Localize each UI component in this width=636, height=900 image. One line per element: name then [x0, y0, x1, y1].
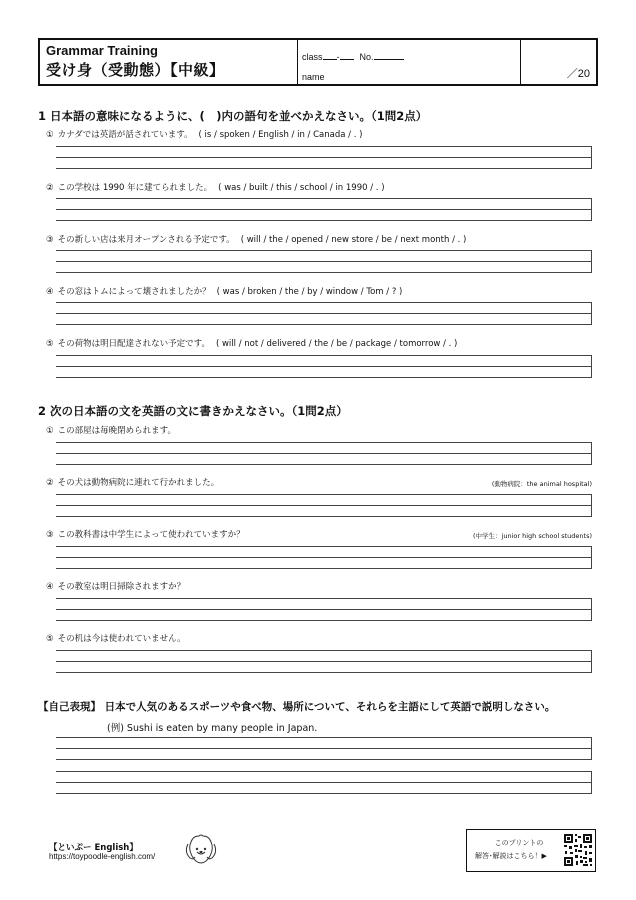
question-text: その犬は動物病院に連れて行かれました。 — [57, 478, 220, 488]
question-words: ( will / not / delivered / the / be / package / tomorrow / . ) — [215, 339, 458, 349]
question-text: カナダでは英語が話されています。 — [57, 130, 193, 140]
line-bracket — [591, 355, 592, 377]
line-bracket — [591, 146, 592, 168]
number-field[interactable] — [374, 49, 404, 60]
question-text: その教室は明日掃除されますか？ — [57, 582, 186, 592]
answer-line — [56, 453, 592, 454]
question-text: この部屋は毎晩閉められます。 — [57, 426, 176, 436]
class-label: class — [302, 52, 323, 62]
answer-line — [56, 748, 592, 749]
answer-line — [56, 598, 592, 599]
answer-line — [56, 782, 592, 783]
line-bracket — [591, 546, 592, 568]
line-bracket — [591, 250, 592, 272]
question-number: ③ — [46, 530, 54, 540]
answer-line — [56, 302, 592, 303]
answer-line — [56, 464, 592, 465]
answer-line — [56, 355, 592, 356]
answer-lines[interactable] — [56, 771, 592, 793]
question-number: ② — [46, 478, 54, 488]
line-bracket — [591, 494, 592, 516]
class-dash: - — [336, 52, 340, 62]
answer-line — [56, 366, 592, 367]
question-text: その窓はトムによって壊されましたか？ — [57, 287, 211, 297]
vocabulary-hint: (中学生：junior high school students) — [472, 532, 592, 540]
question-number: ① — [46, 130, 54, 140]
answer-lines[interactable] — [56, 198, 592, 220]
question — [46, 580, 185, 592]
answer-lines[interactable] — [56, 355, 592, 377]
answer-line — [56, 146, 592, 147]
answer-line — [56, 209, 592, 210]
question-text: この教科書は中学生によって使われていますか？ — [57, 530, 245, 540]
line-bracket — [591, 771, 592, 793]
section3-title: 【自己表現】 日本で人気のあるスポーツや食べ物、場所について、それらを主語にして英語で説明しなさい。 — [38, 701, 556, 713]
answer-lines[interactable] — [56, 650, 592, 672]
question — [46, 424, 176, 436]
answer-lines[interactable] — [56, 598, 592, 620]
answer-line — [56, 157, 592, 158]
answer-line — [56, 568, 592, 569]
question-number: ② — [46, 183, 54, 193]
answer-link-text-2: 解答･解説はこちら！▶ — [475, 852, 547, 860]
title-japanese: 受け身（受動態）【中級】 — [46, 61, 225, 79]
answer-lines[interactable] — [56, 737, 592, 759]
question-number: ① — [46, 426, 54, 436]
answer-line — [56, 168, 592, 169]
qr-code-icon[interactable] — [563, 833, 593, 867]
line-bracket — [591, 302, 592, 324]
answer-line — [56, 759, 592, 760]
answer-line — [56, 557, 592, 558]
question-text: その荷物は明日配達されない予定です。 — [57, 339, 210, 349]
answer-line — [56, 442, 592, 443]
answer-line — [56, 661, 592, 662]
question-number: ③ — [46, 235, 54, 245]
answer-line — [56, 324, 592, 325]
class-field-1[interactable] — [323, 49, 337, 60]
question-text: その机は今は使われていません。 — [57, 634, 186, 644]
question — [46, 632, 186, 644]
question-number: ④ — [46, 287, 54, 297]
answer-line — [56, 516, 592, 517]
answer-line — [56, 771, 592, 772]
question — [46, 528, 245, 540]
answer-line — [56, 494, 592, 495]
class-cell — [298, 40, 521, 84]
question — [46, 233, 466, 245]
score-total: ／20 — [566, 68, 590, 80]
answer-line — [56, 650, 592, 651]
answer-line — [56, 793, 592, 794]
example-sentence: (例) Sushi is eaten by many people in Japan. — [107, 723, 318, 734]
question — [46, 476, 219, 488]
answer-line — [56, 377, 592, 378]
question — [46, 181, 385, 193]
answer-link-text-1: このプリントの — [494, 839, 544, 847]
question — [46, 128, 362, 140]
question-words: ( will / the / opened / new store / be / next month / . ) — [240, 235, 467, 245]
answer-line — [56, 737, 592, 738]
brand-name: 【といぷー English】 — [49, 843, 138, 853]
answer-line — [56, 272, 592, 273]
question-number: ⑤ — [46, 634, 54, 644]
section1-title: 1 日本語の意味になるように、( )内の語句を並べかえなさい。（1問2点） — [38, 109, 428, 123]
answer-line — [56, 313, 592, 314]
answer-lines[interactable] — [56, 494, 592, 516]
answer-line — [56, 609, 592, 610]
line-bracket — [591, 198, 592, 220]
number-label: No. — [359, 52, 374, 62]
worksheet-header — [38, 38, 598, 86]
title-english: Grammar Training — [46, 43, 158, 58]
name-label: name — [302, 72, 325, 82]
question — [46, 337, 457, 349]
question — [46, 285, 402, 297]
toy-poodle-icon — [182, 834, 220, 866]
line-bracket — [591, 650, 592, 672]
answer-lines[interactable] — [56, 302, 592, 324]
vocabulary-hint: (動物病院：the animal hospital) — [491, 480, 592, 488]
line-bracket — [591, 442, 592, 464]
answer-line — [56, 250, 592, 251]
score-cell — [521, 40, 596, 84]
question-words: ( was / broken / the / by / window / Tom / ? ) — [216, 287, 403, 297]
answer-lines[interactable] — [56, 250, 592, 272]
question-text: この学校は 1990 年に建てられました。 — [57, 183, 213, 193]
answer-line — [56, 505, 592, 506]
question-words: ( is / spoken / English / in / Canada / . ) — [198, 130, 363, 140]
answer-line — [56, 672, 592, 673]
answer-link-box[interactable] — [466, 829, 596, 872]
question-number: ④ — [46, 582, 54, 592]
answer-lines[interactable] — [56, 442, 592, 464]
answer-line — [56, 620, 592, 621]
question-number: ⑤ — [46, 339, 54, 349]
answer-line — [56, 261, 592, 262]
section2-title: 2 次の日本語の文を英語の文に書きかえなさい。（1問2点） — [38, 404, 348, 418]
website-url[interactable]: https://toypoodle-english.com/ — [49, 852, 156, 861]
answer-lines[interactable] — [56, 146, 592, 168]
answer-line — [56, 220, 592, 221]
answer-line — [56, 198, 592, 199]
line-bracket — [591, 598, 592, 620]
answer-line — [56, 546, 592, 547]
answer-lines[interactable] — [56, 546, 592, 568]
line-bracket — [591, 737, 592, 759]
title-cell — [40, 40, 298, 84]
question-words: ( was / built / this / school / in 1990 / . ) — [218, 183, 385, 193]
question-text: その新しい店は来月オープンされる予定です。 — [57, 235, 235, 245]
class-field-2[interactable] — [340, 49, 354, 60]
